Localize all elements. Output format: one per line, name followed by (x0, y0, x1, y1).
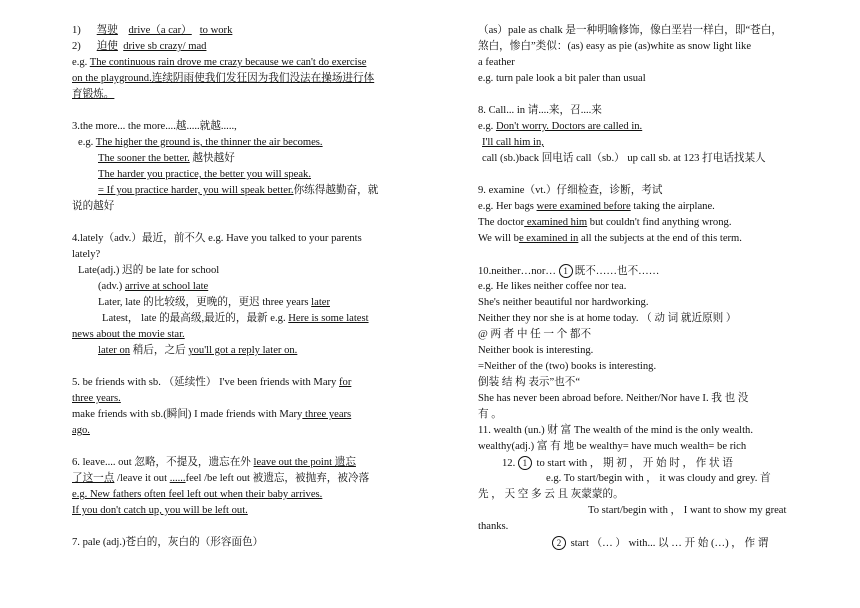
line: 倒装 结 构 表示”也不“ (478, 377, 581, 388)
line (98, 280, 208, 294)
line (72, 488, 322, 502)
line: wealthy(adj.) 富 有 地 be wealthy= have much wealth= be rich (478, 441, 747, 452)
text: We will b (478, 233, 519, 244)
line: Neither they nor she is at home today. （ 动 词 就近原则 ） (478, 313, 737, 324)
text: examined him (524, 217, 588, 228)
text: later (311, 297, 330, 308)
text: 既不……也不…… (574, 266, 660, 277)
text: 10.neither…nor… (478, 266, 559, 277)
text: The harder you practice, the better you will speak. (98, 169, 311, 180)
text: The sooner the better. (98, 153, 190, 164)
item-number: 1) (72, 25, 81, 36)
text: 5. be friends with sb. （延续性） I've been friends with Mary (72, 377, 339, 388)
circled-number: 1 (559, 264, 573, 278)
text: e.g. Her bags (478, 201, 537, 212)
line (72, 88, 114, 102)
line (72, 504, 248, 518)
line: 先 ， 天 空 多 云 且 灰蒙蒙的。 (478, 489, 624, 500)
text: Later, late 的比较级，更晚的，更迟 three years (98, 297, 312, 308)
line: thanks. (478, 521, 509, 532)
heading: 3.the more... the more....越.....就越....., (72, 121, 237, 132)
text: The continuous rain drove me crazy because we can't do exercise (89, 57, 367, 68)
line (478, 200, 715, 214)
text: drive（a car） (128, 25, 192, 36)
line (72, 40, 206, 54)
line (72, 328, 185, 342)
heading: 7. pale (adj.)苍白的，灰白的（形容面色） (72, 537, 264, 548)
text: The higher the ground is, the thinner the air becomes. (95, 137, 323, 148)
line (72, 472, 369, 486)
line (78, 136, 323, 150)
line: a feather (478, 57, 515, 68)
text: to start with ， 期 初 ， 开 始 时 ， 作 状 语 (533, 458, 733, 469)
text: e.g. New fathers often feel left out when their baby arrives. (72, 489, 323, 500)
line (72, 392, 121, 406)
line: She has never been abroad before. Neither/Nor have I. 我 也 没 (478, 393, 749, 404)
text: drive sb crazy/ mad (123, 41, 207, 52)
text: make friends with sb.(瞬间) I made friends with Mary (72, 409, 303, 420)
text: 越快越好 (189, 153, 235, 164)
text: Latest， late 的最高级,最近的，最新 e.g. (102, 313, 289, 324)
circled-number: 1 (518, 456, 532, 470)
heading (502, 456, 733, 471)
line: Late(adj.) 迟的 be late for school (78, 265, 220, 276)
line (98, 296, 330, 310)
line: 有 。 (478, 409, 502, 420)
text: I'll call him in, (482, 137, 544, 148)
text: three years (302, 409, 352, 420)
text: all the subjects at the end of this term. (578, 233, 742, 244)
heading (72, 376, 351, 390)
heading: 11. wealth (un.) 财 富 The wealth of the mind is the only wealth. (478, 425, 753, 436)
text: Here is some latest (288, 313, 369, 324)
line (478, 232, 742, 246)
text: e.g. (478, 121, 496, 132)
text: If you don't catch up, you will be left out. (72, 505, 248, 516)
line: （as）pale as chalk 是一种明喻修饰，像白垩岩一样白，即“苍白， (478, 25, 782, 36)
text: arrive at school late (124, 281, 209, 292)
line: 说的越好 (72, 201, 115, 212)
text: 你练得越勤奋，就 (293, 185, 379, 196)
line (478, 120, 642, 134)
line: e.g. turn pale look a bit paler than usual (478, 73, 646, 84)
text: later on (98, 345, 131, 356)
text: but couldn't find anything wrong. (587, 217, 732, 228)
line (552, 536, 768, 551)
line (72, 424, 90, 438)
text: = If you practice harder, you will speak better. (98, 185, 294, 196)
line: =Neither of the (two) books is interesting. (478, 361, 657, 372)
line (72, 72, 374, 86)
line: lately? (72, 249, 101, 260)
text: ...... (169, 473, 186, 484)
line (72, 408, 351, 422)
text: you'll got a reply later on. (188, 345, 298, 356)
heading (72, 456, 356, 470)
text: 12. (502, 458, 518, 469)
text: 驾驶 (96, 25, 118, 36)
heading: 9. examine（vt.）仔细检查，诊断，考试 (478, 185, 663, 196)
line (72, 56, 366, 70)
line (102, 312, 369, 326)
text: 迫使 (96, 41, 118, 52)
text: The doctor (478, 217, 525, 228)
text: ago. (72, 425, 90, 436)
heading (478, 264, 659, 279)
text: e.g. (72, 57, 90, 68)
line (482, 136, 544, 150)
line: To start/begin with ， I want to show my great (588, 505, 787, 516)
text: three years. (72, 393, 121, 404)
item-number: 2) (72, 41, 81, 52)
line: e.g. To start/begin with ， it was cloudy and grey. 首 (546, 473, 771, 484)
line (478, 216, 731, 230)
line: e.g. He likes neither coffee nor tea. (478, 281, 627, 292)
text: e.g. (78, 137, 96, 148)
text: (adv.) (98, 281, 125, 292)
line: call (sb.)back 回电话 call（sb.） up call sb. at 123 打电话找某人 (482, 153, 766, 164)
text: 育锻炼。 (72, 89, 115, 100)
circled-number: 2 (552, 536, 566, 550)
text: start （… ） with... 以 … 开 始 (…) ， 作 谓 (568, 538, 769, 549)
text: on the playground.连续阴雨使我们发狂因为我们没法在操场进行体 (72, 73, 375, 84)
text: 6. leave.... out 忽略，不提及，遗忘在外 (72, 457, 254, 468)
text: 稍后，之后 (130, 345, 189, 356)
line (72, 24, 232, 38)
line (98, 184, 378, 198)
line: 煞白，惨白”类似：(as) easy as pie (as)white as snow light like (478, 41, 752, 52)
text: Don't worry. Doctors are called in. (495, 121, 643, 132)
line (98, 152, 235, 166)
text: for (339, 377, 352, 388)
line (98, 344, 297, 358)
line: She's neither beautiful nor hardworking. (478, 297, 649, 308)
line (98, 168, 311, 182)
text: /leave it out (114, 473, 170, 484)
heading: 8. Call... in 请....来，召....来 (478, 105, 602, 116)
text: to work (199, 25, 233, 36)
text: news about the movie star. (72, 329, 185, 340)
text: leave out the point 遗忘 (253, 457, 356, 468)
text: taking the airplane. (630, 201, 715, 212)
text: were examined before (536, 201, 631, 212)
line: Neither book is interesting. (478, 345, 594, 356)
text: 了这一点 (72, 473, 115, 484)
line: @ 两 者 中 任 一 个 都不 (478, 329, 592, 340)
heading: 4.lately（adv.）最近，前不久 e.g. Have you talked to your parents (72, 233, 362, 244)
text: e examined in (518, 233, 579, 244)
text: feel /be left out 被遗忘，被抛弃，被冷落 (185, 473, 370, 484)
